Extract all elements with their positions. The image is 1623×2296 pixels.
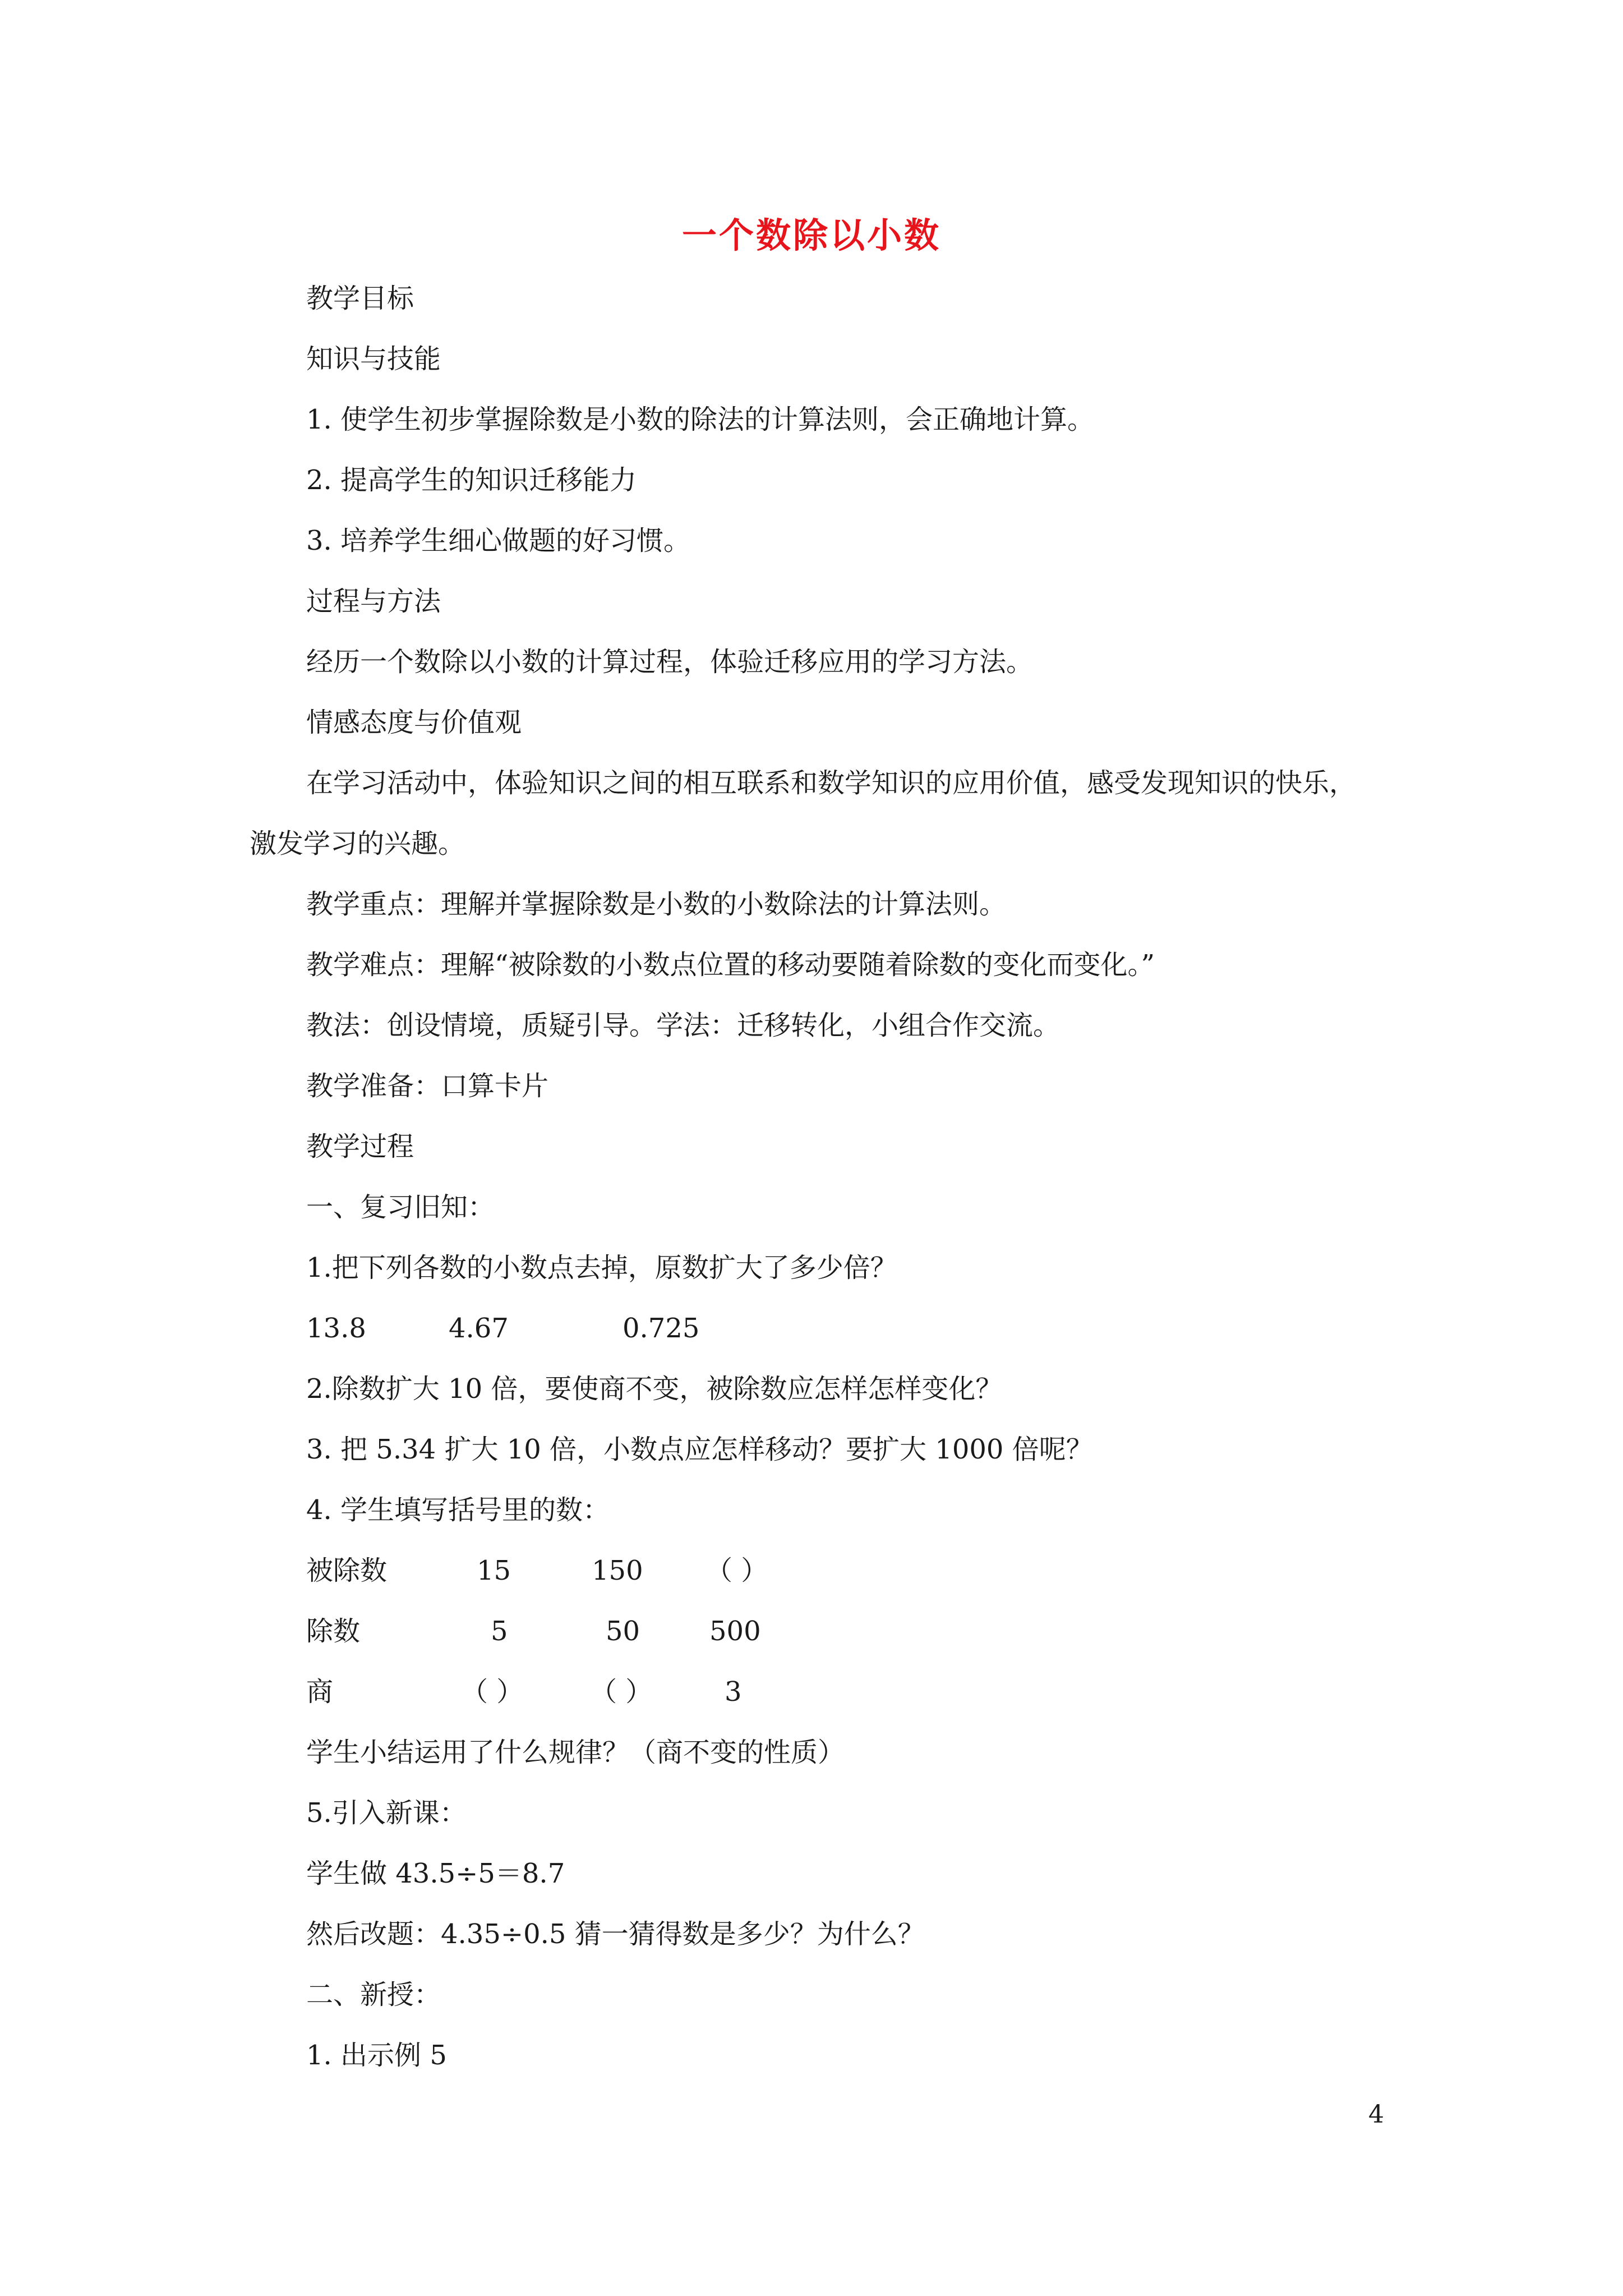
number-value: 0.725: [623, 1313, 700, 1344]
table-cell: （ ）: [706, 1555, 768, 1586]
text-line: 4. 学生填写括号里的数：: [306, 1494, 610, 1526]
text-line: 教法：创设情境，质疑引导。学法：迁移转化，小组合作交流。: [306, 1010, 1061, 1041]
text-line: 3. 把 5.34 扩大 10 倍，小数点应怎样移动？要扩大 1000 倍呢？: [306, 1434, 1093, 1465]
text-line: 1.把下列各数的小数点去掉，原数扩大了多少倍？: [306, 1252, 897, 1283]
text-line: 教学过程: [306, 1131, 414, 1162]
table-cell: 150: [592, 1555, 643, 1586]
page-number: 4: [1368, 2100, 1384, 2129]
text-line: 过程与方法: [306, 586, 441, 617]
text-line: 知识与技能: [306, 343, 441, 375]
table-row-label: 除数: [306, 1616, 361, 1647]
text-line: 教学准备：口算卡片: [306, 1070, 549, 1102]
number-value: 13.8: [306, 1313, 366, 1344]
number-value: 4.67: [449, 1313, 509, 1344]
text-line: 教学目标: [306, 283, 414, 314]
text-line: 学生小结运用了什么规律？（商不变的性质）: [306, 1737, 845, 1768]
text-line: 一、复习旧知：: [306, 1191, 495, 1223]
table-cell: 500: [709, 1616, 761, 1647]
text-line: 5.引入新课：: [306, 1797, 467, 1829]
table-cell: （ ）: [590, 1676, 653, 1708]
text-line: 1. 使学生初步掌握除数是小数的除法的计算法则，会正确地计算。: [306, 404, 1095, 435]
text-line: 经历一个数除以小数的计算过程，体验迁移应用的学习方法。: [306, 646, 1034, 678]
table-cell: （ ）: [461, 1676, 524, 1708]
text-line: 2. 提高学生的知识迁移能力: [306, 464, 637, 496]
text-line: 1. 出示例 5: [306, 2040, 447, 2071]
text-line: 3. 培养学生细心做题的好习惯。: [306, 525, 691, 556]
table-cell: 5: [491, 1616, 508, 1647]
table-row-label: 被除数: [306, 1555, 388, 1586]
table-cell: 50: [606, 1616, 640, 1647]
text-line: 教学重点：理解并掌握除数是小数的小数除法的计算法则。: [306, 889, 1007, 920]
table-cell: 15: [477, 1555, 511, 1586]
text-line: 二、新授：: [306, 1979, 441, 2010]
text-line: 然后改题：4.35÷0.5 猜一猜得数是多少？为什么？: [306, 1918, 925, 1950]
text-line: 在学习活动中，体验知识之间的相互联系和数学知识的应用价值，感受发现知识的快乐，: [306, 767, 1357, 799]
text-line: 情感态度与价值观: [306, 707, 522, 738]
text-line: 学生做 43.5÷5＝8.7: [306, 1858, 565, 1889]
document-title: 一个数除以小数: [681, 215, 941, 256]
text-line: 2.除数扩大 10 倍，要使商不变，被除数应怎样怎样变化？: [306, 1373, 1003, 1405]
table-row-label: 商: [306, 1676, 334, 1708]
text-line: 教学难点：理解“被除数的小数点位置的移动要随着除数的变化而变化。”: [306, 949, 1155, 981]
table-cell: 3: [725, 1676, 742, 1708]
text-line: 激发学习的兴趣。: [250, 828, 465, 859]
